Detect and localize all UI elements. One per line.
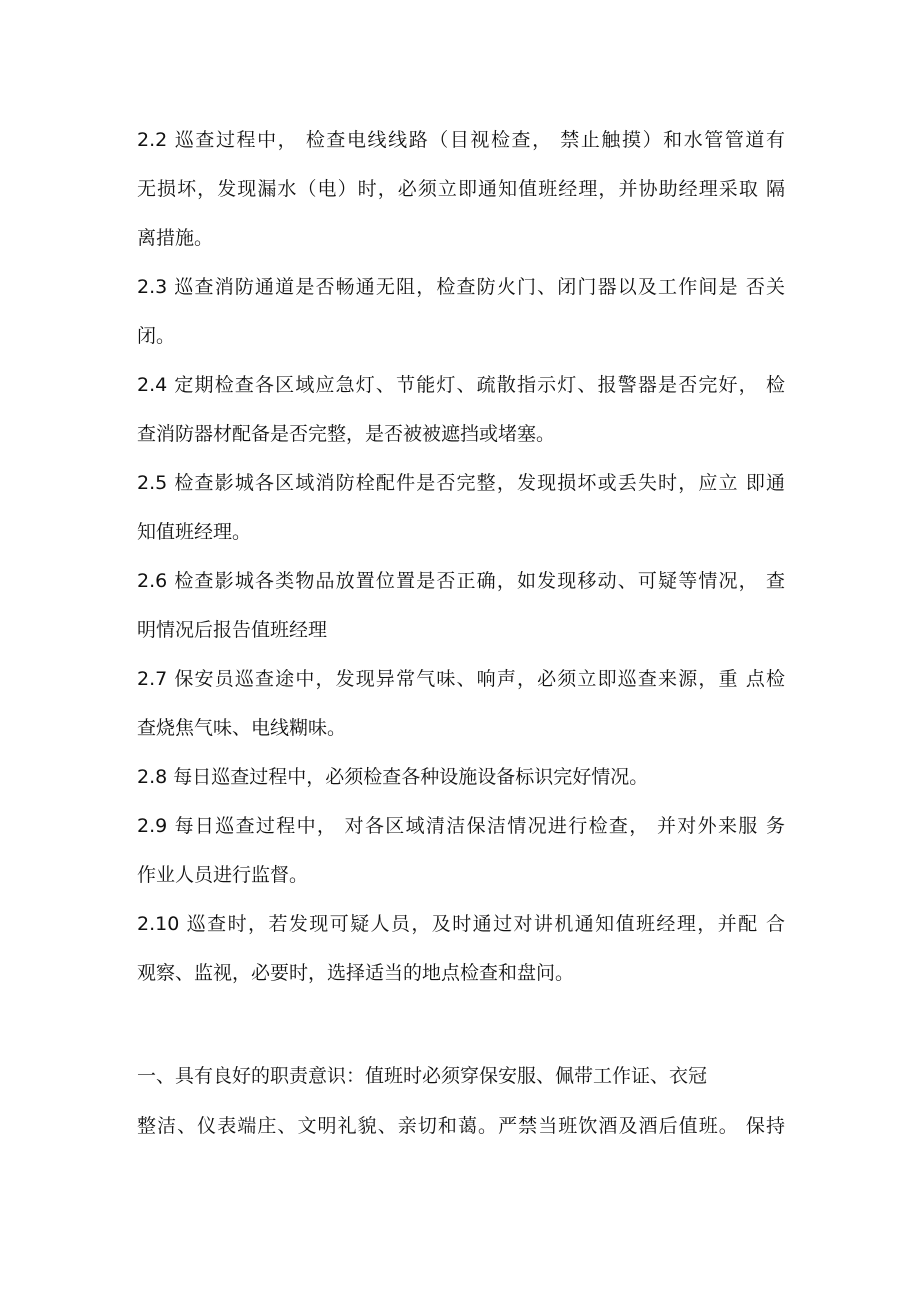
text-line: 无损坏，发现漏水（电）时，必须立即通知值班经理，并协助经理采取 隔	[137, 178, 785, 200]
text-line: 查消防器材配备是否完整，是否被被遮挡或堵塞。	[137, 423, 556, 445]
text-line: 2.2 巡查过程中， 检查电线线路（目视检查， 禁止触摸）和水管管道有	[137, 129, 785, 151]
text-line: 2.9 每日巡查过程中， 对各区域清洁保洁情况进行检查， 并对外来服 务	[137, 815, 785, 837]
text-line: 离措施。	[137, 227, 214, 249]
text-line: 知值班经理。	[137, 521, 252, 543]
text-line: 2.7 保安员巡查途中，发现异常气味、响声，必须立即巡查来源，重 点检	[137, 668, 785, 690]
text-line: 2.4 定期检查各区域应急灯、节能灯、疏散指示灯、报警器是否完好， 检	[137, 374, 785, 396]
text-line: 2.10 巡查时，若发现可疑人员，及时通过对讲机通知值班经理，并配 合	[137, 913, 785, 935]
text-line: 2.3 巡查消防通道是否畅通无阻，检查防火门、闭门器以及工作间是 否关	[137, 276, 785, 298]
text-line: 整洁、仪表端庄、文明礼貌、亲切和蔼。严禁当班饮酒及酒后值班。 保持	[137, 1115, 785, 1137]
text-line: 2.5 检查影城各区域消防栓配件是否完整，发现损坏或丢失时，应立 即通	[137, 472, 785, 494]
text-line: 查烧焦气味、电线糊味。	[137, 717, 347, 739]
text-line: 作业人员进行监督。	[137, 864, 309, 886]
text-line: 2.6 检查影城各类物品放置位置是否正确，如发现移动、可疑等情况， 查	[137, 570, 785, 592]
text-line: 闭。	[137, 325, 176, 347]
text-line: 观察、监视，必要时，选择适当的地点检查和盘问。	[137, 962, 575, 984]
text-line: 明情况后报告值班经理	[137, 619, 328, 641]
text-line: 2.8 每日巡查过程中，必须检查各种设施设备标识完好情况。	[137, 766, 649, 788]
section-heading-line: 一、具有良好的职责意识：值班时必须穿保安服、佩带工作证、衣冠	[137, 1065, 708, 1087]
